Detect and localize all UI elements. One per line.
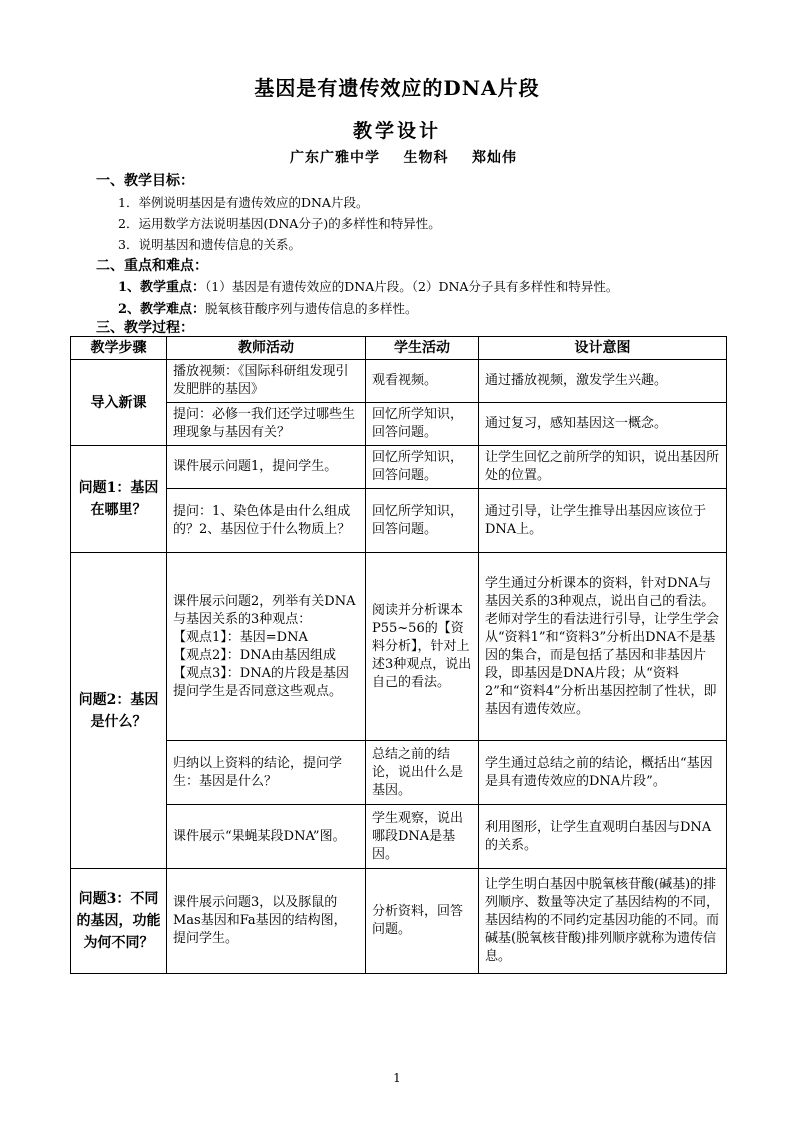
goal-item-2: 2．运用数学方法说明基因(DNA分子)的多样性和特异性。 <box>118 216 441 231</box>
hard-point-label: 2、教学难点： <box>118 302 206 317</box>
table-row <box>71 489 727 553</box>
section-process-heading: 三、教学过程： <box>96 320 194 336</box>
student-activity: 分析资料，回答问题。 <box>366 869 479 974</box>
student-activity: 回忆所学知识，回答问题。 <box>366 403 479 446</box>
section-keys-heading: 二、重点和难点： <box>96 258 208 274</box>
design-intent: 学生通过分析课本的资料，针对DNA与基因关系的3种观点，说出自己的看法。老师对学生的看法进行引导，让学生学会从“资料1”和“资料3”分析出DNA不是基因的集合，而是包括了基因和非基因片段，即基因是DNA片段；从“资料2”和“资料4”分析出基因控制了性状，即基因有遗传效应。 <box>479 553 727 741</box>
teacher-activity: 课件展示“果蝇某段DNA”图。 <box>167 805 366 869</box>
design-intent: 学生通过总结之前的结论，概括出“基因是具有遗传效应的DNA片段”。 <box>479 741 727 805</box>
step-question-3: 问题3：不同的基因，功能为何不同？ <box>71 869 167 974</box>
teacher-activity: 提问：1、染色体是由什么组成的？2、基因位于什么物质上？ <box>167 489 366 553</box>
teacher-activity: 播放视频：《国际科研组发现引发肥胖的基因》 <box>167 360 366 403</box>
document-title: 基因是有遗传效应的DNA片段 <box>254 76 540 100</box>
student-activity: 回忆所学知识，回答问题。 <box>366 446 479 489</box>
header-student: 学生活动 <box>366 337 479 360</box>
table-row <box>71 360 727 403</box>
header-teacher: 教师活动 <box>167 337 366 360</box>
design-intent: 让学生回忆之前所学的知识，说出基因所处的位置。 <box>479 446 727 489</box>
teacher-activity: 课件展示问题1，提问学生。 <box>167 446 366 489</box>
document-subtitle: 教学设计 <box>352 120 441 142</box>
student-activity: 总结之前的结论，说出什么是基因。 <box>366 741 479 805</box>
section-goals-heading: 一、教学目标： <box>96 173 194 189</box>
viewpoint-2: 【观点2】：DNA由基因组成 <box>173 647 336 663</box>
design-intent: 通过引导，让学生推导出基因应该位于DNA上。 <box>479 489 727 553</box>
teacher-activity: 提问：必修一我们还学过哪些生理现象与基因有关？ <box>167 403 366 446</box>
header-intent: 设计意图 <box>479 337 727 360</box>
page-number: 1 <box>393 1071 401 1085</box>
hard-point-text: 脱氧核苷酸序列与遗传信息的多样性。 <box>205 301 418 316</box>
author-line: 广东广雅中学 生物科 郑灿伟 <box>290 150 517 166</box>
key-point-text: （1）基因是有遗传效应的DNA片段。（2）DNA分子具有多样性和特异性。 <box>205 279 619 294</box>
viewpoint-3: 【观点3】：DNA的片段是基因 <box>173 665 349 681</box>
table-row <box>71 741 727 805</box>
design-intent: 利用图形，让学生直观明白基因与DNA的关系。 <box>479 805 727 869</box>
step-question-2: 问题2：基因是什么？ <box>71 553 167 869</box>
table-row <box>71 553 727 741</box>
header-step: 教学步骤 <box>71 337 167 360</box>
teacher-activity: 归纳以上资料的结论，提问学生：基因是什么？ <box>167 741 366 805</box>
table-row <box>71 403 727 446</box>
goal-item-3: 3．说明基因和遗传信息的关系。 <box>118 237 301 252</box>
teacher-line: 课件展示问题2，列举有关DNA与基因关系的3种观点： <box>173 593 356 627</box>
student-activity: 回忆所学知识，回答问题。 <box>366 489 479 553</box>
hard-point-line <box>118 298 418 317</box>
design-intent: 通过复习，感知基因这一概念。 <box>479 403 727 446</box>
key-point-line <box>118 276 618 295</box>
student-activity: 学生观察，说出哪段DNA是基因。 <box>366 805 479 869</box>
teaching-process-table <box>70 336 727 974</box>
teacher-line: 提问学生是否同意这些观点。 <box>173 683 343 699</box>
table-row <box>71 805 727 869</box>
step-intro: 导入新课 <box>71 360 167 446</box>
table-header-row <box>71 337 727 360</box>
design-intent: 通过播放视频，激发学生兴趣。 <box>479 360 727 403</box>
step-question-1: 问题1：基因在哪里？ <box>71 446 167 553</box>
table-row <box>71 869 727 974</box>
student-activity: 阅读并分析课本P55~56的【资料分析】，针对上述3种观点，说出自己的看法。 <box>366 553 479 741</box>
teacher-activity: 课件展示问题3，以及豚鼠的Mas基因和Fa基因的结构图，提问学生。 <box>167 869 366 974</box>
table-row <box>71 446 727 489</box>
goal-item-1: 1．举例说明基因是有遗传效应的DNA片段。 <box>118 195 369 210</box>
teacher-activity <box>167 553 366 741</box>
design-intent: 让学生明白基因中脱氧核苷酸(碱基)的排列顺序、数量等决定了基因结构的不同，基因结构的不同约定基因功能的不同。而碱基(脱氧核苷酸)排列顺序就称为遗传信息。 <box>479 869 727 974</box>
student-activity: 观看视频。 <box>366 360 479 403</box>
key-point-label: 1、教学重点： <box>118 280 206 295</box>
viewpoint-1: 【观点1】：基因=DNA <box>173 629 308 645</box>
